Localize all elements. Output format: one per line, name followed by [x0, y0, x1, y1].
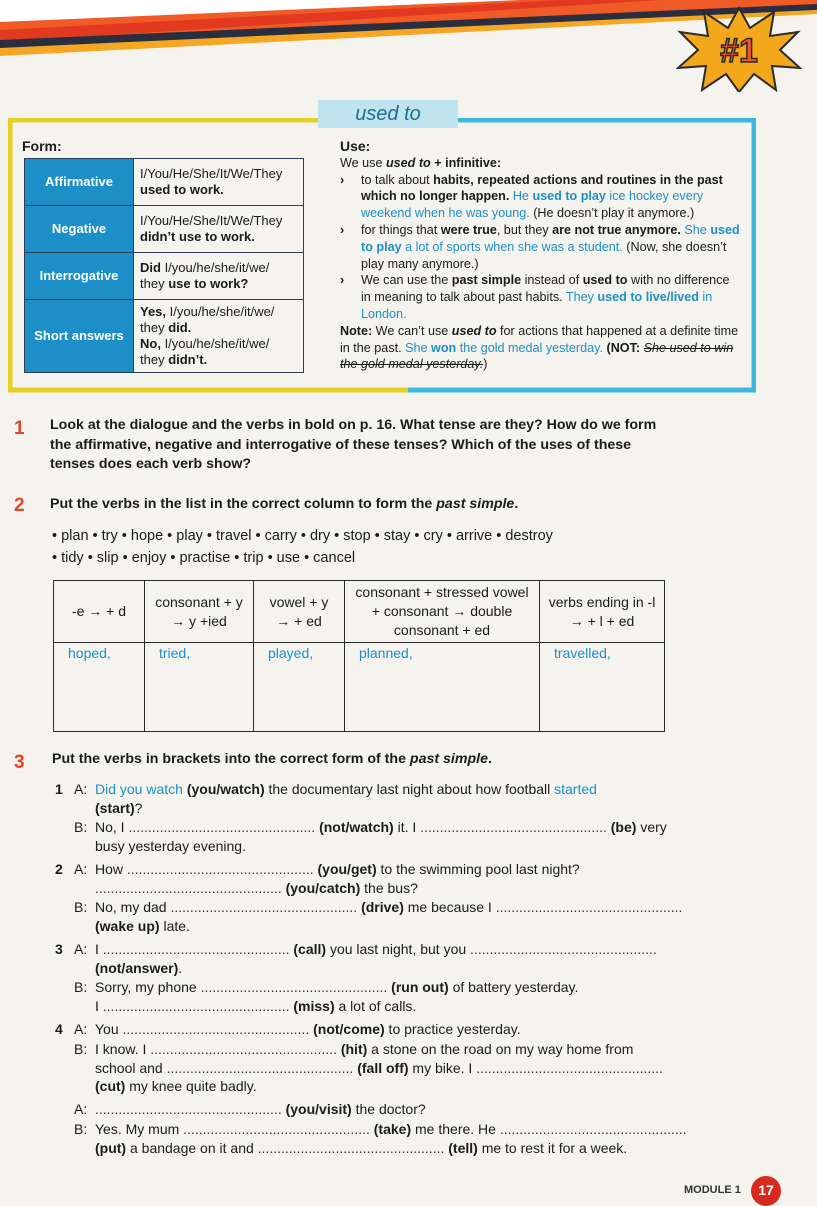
answer-blank[interactable]: ................................................: [166, 1059, 354, 1076]
speaker-label: A:: [74, 941, 88, 957]
module-label: MODULE 1: [684, 1184, 741, 1196]
form-text: they: [140, 352, 169, 367]
answer-blank[interactable]: ................................................: [128, 819, 316, 835]
column-header: vowel + y → + ed: [254, 581, 345, 643]
exercise-2-instructions: Put the verbs in the list in the correct column to form the past simple.: [50, 496, 519, 512]
form-text: didn’t use to work.: [140, 229, 255, 244]
form-text: did.: [168, 320, 192, 335]
answer-blank[interactable]: ................................................: [150, 1041, 337, 1057]
item-number: 4: [55, 1021, 63, 1037]
column-header: verbs ending in -l → + l + ed: [540, 581, 665, 643]
verb-list: [52, 525, 752, 569]
bullet-icon: ›: [340, 222, 345, 237]
answer-blank[interactable]: ................................................: [476, 1059, 663, 1076]
form-label: Negative: [25, 206, 134, 253]
exercise-3-instructions: Put the verbs in brackets into the correct form of the past simple.: [52, 751, 492, 767]
speaker-label: B:: [74, 819, 88, 835]
form-table: [24, 158, 304, 373]
grammar-title: used to: [318, 100, 458, 128]
speaker-label: B:: [74, 899, 88, 915]
form-text: they: [140, 320, 169, 335]
speaker-label: A:: [74, 1101, 88, 1117]
speaker-label: A:: [74, 1021, 88, 1037]
exercise-2-number: 2: [14, 495, 25, 516]
exercise-1-number: 1: [14, 418, 25, 439]
answer-blank[interactable]: ................................................: [499, 1121, 687, 1137]
module-badge-icon: [676, 6, 802, 92]
dialogue-line: I know. I ................................................ (hit) a stone on the road on my way home from school and ................................................ (fall off) my bike. I ................................................ (cut) my knee quite badly.: [95, 1041, 663, 1095]
dialogue-line: Did you watch (you/watch) the documentary last night about how football started (start)?: [95, 781, 597, 816]
dialogue-line: How ................................................ (you/get) to the swimming pool last night? ................................................ (you/catch) the bus?: [95, 861, 580, 896]
answer-blank[interactable]: ................................................: [470, 941, 657, 957]
dialogue-line: You ................................................ (not/come) to practice yesterday.: [95, 1021, 521, 1037]
column-header: -e → + d: [54, 581, 145, 643]
form-text: used to work.: [140, 182, 224, 197]
column-header: consonant + y → y +ied: [145, 581, 254, 643]
answer-blank[interactable]: ................................................: [495, 899, 683, 915]
use-bullet-2: › for things that were true, but they are not true anymore. She used to play a lot of sports when she was a student. (Now, she doesn’t play many anymore.): [340, 222, 740, 271]
form-text: use to work?: [168, 276, 249, 291]
verb-list-line: • tidy • slip • enjoy • practise • trip • use • cancel: [52, 550, 356, 566]
form-label: Short answers: [25, 300, 134, 373]
spelling-columns-table: [53, 580, 665, 732]
form-text: I/you/he/she/it/we/: [166, 304, 275, 319]
page-number: 17: [751, 1176, 781, 1206]
form-text: didn’t.: [168, 352, 208, 367]
speaker-label: B:: [74, 1121, 88, 1137]
form-example: [134, 159, 304, 206]
speaker-label: B:: [74, 979, 88, 995]
use-intro: We use used to + infinitive:: [340, 155, 502, 170]
exercise-1-instructions: Look at the dialogue and the verbs in bold on p. 16. What tense are they? How do we form the affirmative, negative and interrogative of these tenses? Which of the uses of these tenses does each verb show?: [50, 417, 657, 472]
answer-blank[interactable]: ................................................: [102, 941, 290, 957]
answer-blank[interactable]: ................................................: [257, 1139, 445, 1156]
answer-blank[interactable]: ................................................: [183, 1121, 370, 1137]
form-label: Interrogative: [25, 253, 134, 300]
form-text: Did: [140, 260, 161, 275]
use-bullet-3: › We can use the past simple instead of used to with no difference in meaning to talk about past habits. They used to live/lived in London.: [340, 273, 730, 321]
form-text: Yes,: [140, 304, 167, 319]
form-row-affirmative: [25, 159, 304, 206]
speaker-label: A:: [74, 861, 88, 877]
form-row-interrogative: [25, 253, 304, 300]
dialogue-line: Sorry, my phone ................................................ (run out) of battery yesterday. I ................................................ (miss) a lot of calls.: [95, 979, 579, 1014]
form-row-short-answers: [25, 300, 304, 373]
answer-blank[interactable]: ................................................: [95, 1101, 282, 1117]
verb-list-line: • plan • try • hope • play • travel • carry • dry • stop • stay • cry • arrive • destroy: [52, 528, 553, 544]
form-text: I/you/he/she/it/we/: [160, 260, 270, 275]
form-text: I/you/he/she/it/we/: [160, 336, 270, 351]
answer-blank[interactable]: ................................................: [200, 979, 388, 995]
column-answer-cell[interactable]: played,: [254, 643, 345, 732]
form-heading: Form:: [22, 138, 62, 154]
column-answer-cell[interactable]: planned,: [345, 643, 540, 732]
form-row-negative: [25, 206, 304, 253]
answer-blank[interactable]: ................................................: [420, 819, 607, 835]
column-answer-cell[interactable]: tried,: [145, 643, 254, 732]
item-number: 3: [55, 941, 63, 957]
form-text: No,: [140, 336, 161, 351]
answer-blank[interactable]: ................................................: [122, 1021, 310, 1037]
dialogue-line: I ................................................ (call) you last night, but you ................................................ (not/answer).: [95, 941, 657, 976]
dialogue-line: No, I ................................................ (not/watch) it. I ................................................ (be) very busy yesterday evening.: [95, 819, 667, 854]
form-text: I/You/He/She/It/We/They: [140, 166, 283, 181]
dialogue-line: No, my dad ................................................ (drive) me because I ................................................ (wake up) late.: [95, 899, 683, 934]
form-text: I/You/He/She/It/We/They: [140, 213, 283, 228]
answer-blank[interactable]: ................................................: [95, 879, 282, 896]
dialogue-line: ................................................ (you/visit) the doctor?: [95, 1101, 426, 1117]
answer-blank[interactable]: ................................................: [102, 997, 290, 1014]
column-header: consonant + stressed vowel + consonant → double consonant + ed: [345, 581, 540, 643]
form-text: they: [140, 276, 169, 291]
dialogue-line: Yes. My mum ................................................ (take) me there. He ................................................ (put) a bandage on it and ................................................ (tell) me to rest it for a week.: [95, 1121, 687, 1156]
use-note: Note: We can’t use used to for actions that happened at a definite time in the past. She won the gold medal yesterday. (NOT: She used to win the gold medal yesterday.): [340, 323, 739, 372]
use-heading: Use:: [340, 138, 371, 154]
column-answer-cell[interactable]: travelled,: [540, 643, 665, 732]
speaker-label: B:: [74, 1041, 88, 1057]
item-number: 2: [55, 861, 63, 877]
bullet-icon: ›: [340, 172, 345, 187]
column-answer-cell[interactable]: hoped,: [54, 643, 145, 732]
use-bullet-1: › to talk about habits, repeated actions and routines in the past which no longer happen. He used to play ice hockey every weekend when he was young. (He doesn’t play it anymore.): [340, 172, 723, 221]
item-number: 1: [55, 781, 63, 797]
use-section: [340, 138, 740, 373]
speaker-label: A:: [74, 781, 88, 797]
form-label: Affirmative: [25, 159, 134, 206]
form-example: [134, 206, 304, 253]
badge-label: #1: [720, 32, 758, 70]
exercise-3-number: 3: [14, 752, 25, 773]
form-example: [134, 300, 304, 373]
answer-blank[interactable]: ................................................: [170, 899, 358, 915]
bullet-icon: ›: [340, 273, 345, 288]
answer-blank[interactable]: ................................................: [126, 861, 314, 877]
form-example: [134, 253, 304, 300]
